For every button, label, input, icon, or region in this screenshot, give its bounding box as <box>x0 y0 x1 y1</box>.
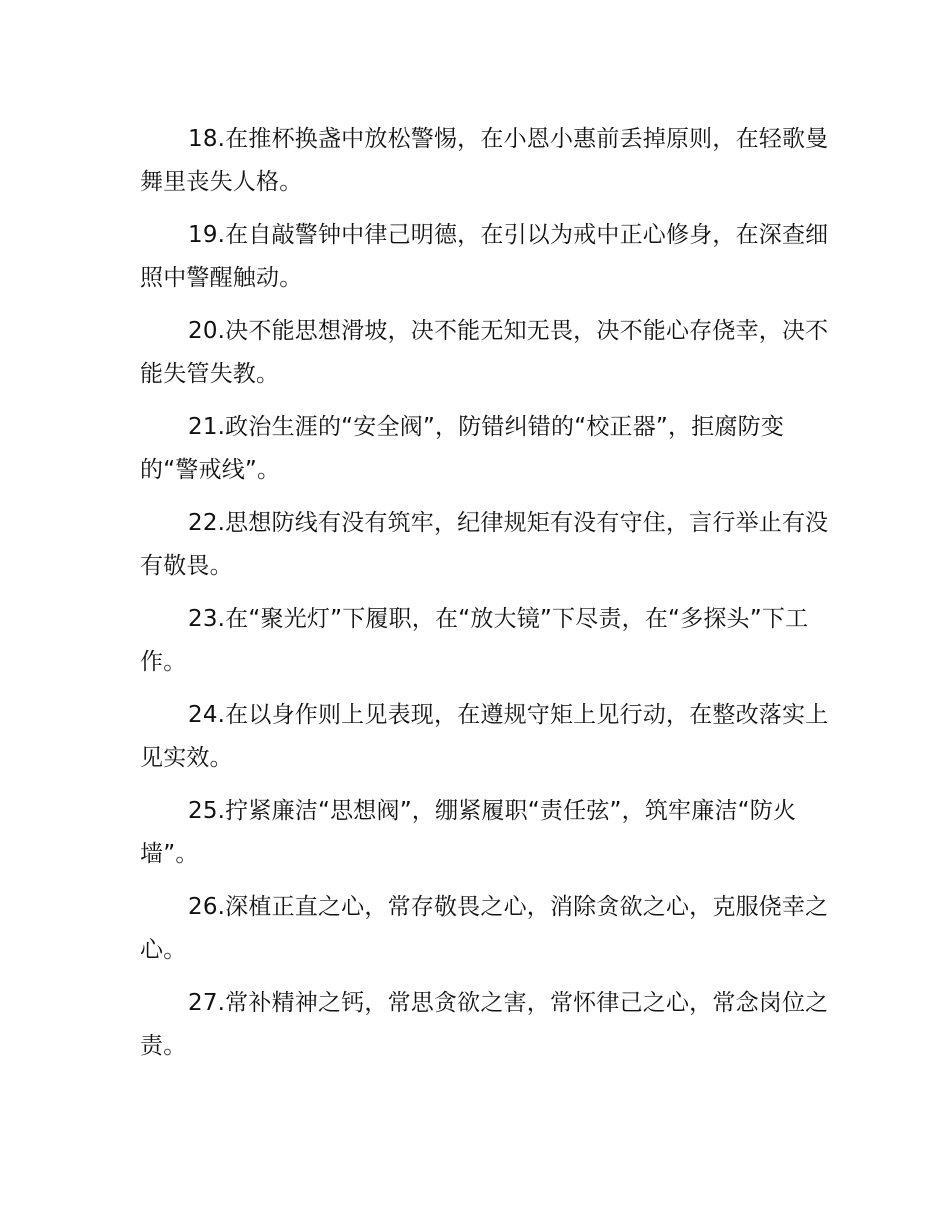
document-body <box>140 118 830 1078</box>
paragraph-18: 18.在推杯换盏中放松警惕，在小恩小惠前丢掉原则，在轻歌曼舞里丧失人格。 <box>140 126 829 195</box>
paragraph-23: 23.在“聚光灯”下履职，在“放大镜”下尽责，在“多探头”下工作。 <box>140 606 809 675</box>
paragraph-25: 25.拧紧廉洁“思想阀”，绷紧履职“责任弦”，筑牢廉洁“防火墙”。 <box>140 798 797 867</box>
paragraph-26: 26.深植正直之心，常存敬畏之心，消除贪欲之心，克服侥幸之心。 <box>140 894 829 963</box>
paragraph-21: 21.政治生涯的“安全阀”，防错纠错的“校正器”，拒腐防变的“警戒线”。 <box>140 414 785 483</box>
paragraph-22: 22.思想防线有没有筑牢，纪律规矩有没有守住，言行举止有没有敬畏。 <box>140 510 829 579</box>
paragraph-27: 27.常补精神之钙，常思贪欲之害，常怀律己之心，常念岗位之责。 <box>140 990 829 1059</box>
paragraph-24: 24.在以身作则上见表现，在遵规守矩上见行动，在整改落实上见实效。 <box>140 702 829 771</box>
paragraph-20: 20.决不能思想滑坡，决不能无知无畏，决不能心存侥幸，决不能失管失教。 <box>140 318 829 387</box>
paragraph-19: 19.在自敲警钟中律己明德，在引以为戒中正心修身，在深查细照中警醒触动。 <box>140 222 829 291</box>
